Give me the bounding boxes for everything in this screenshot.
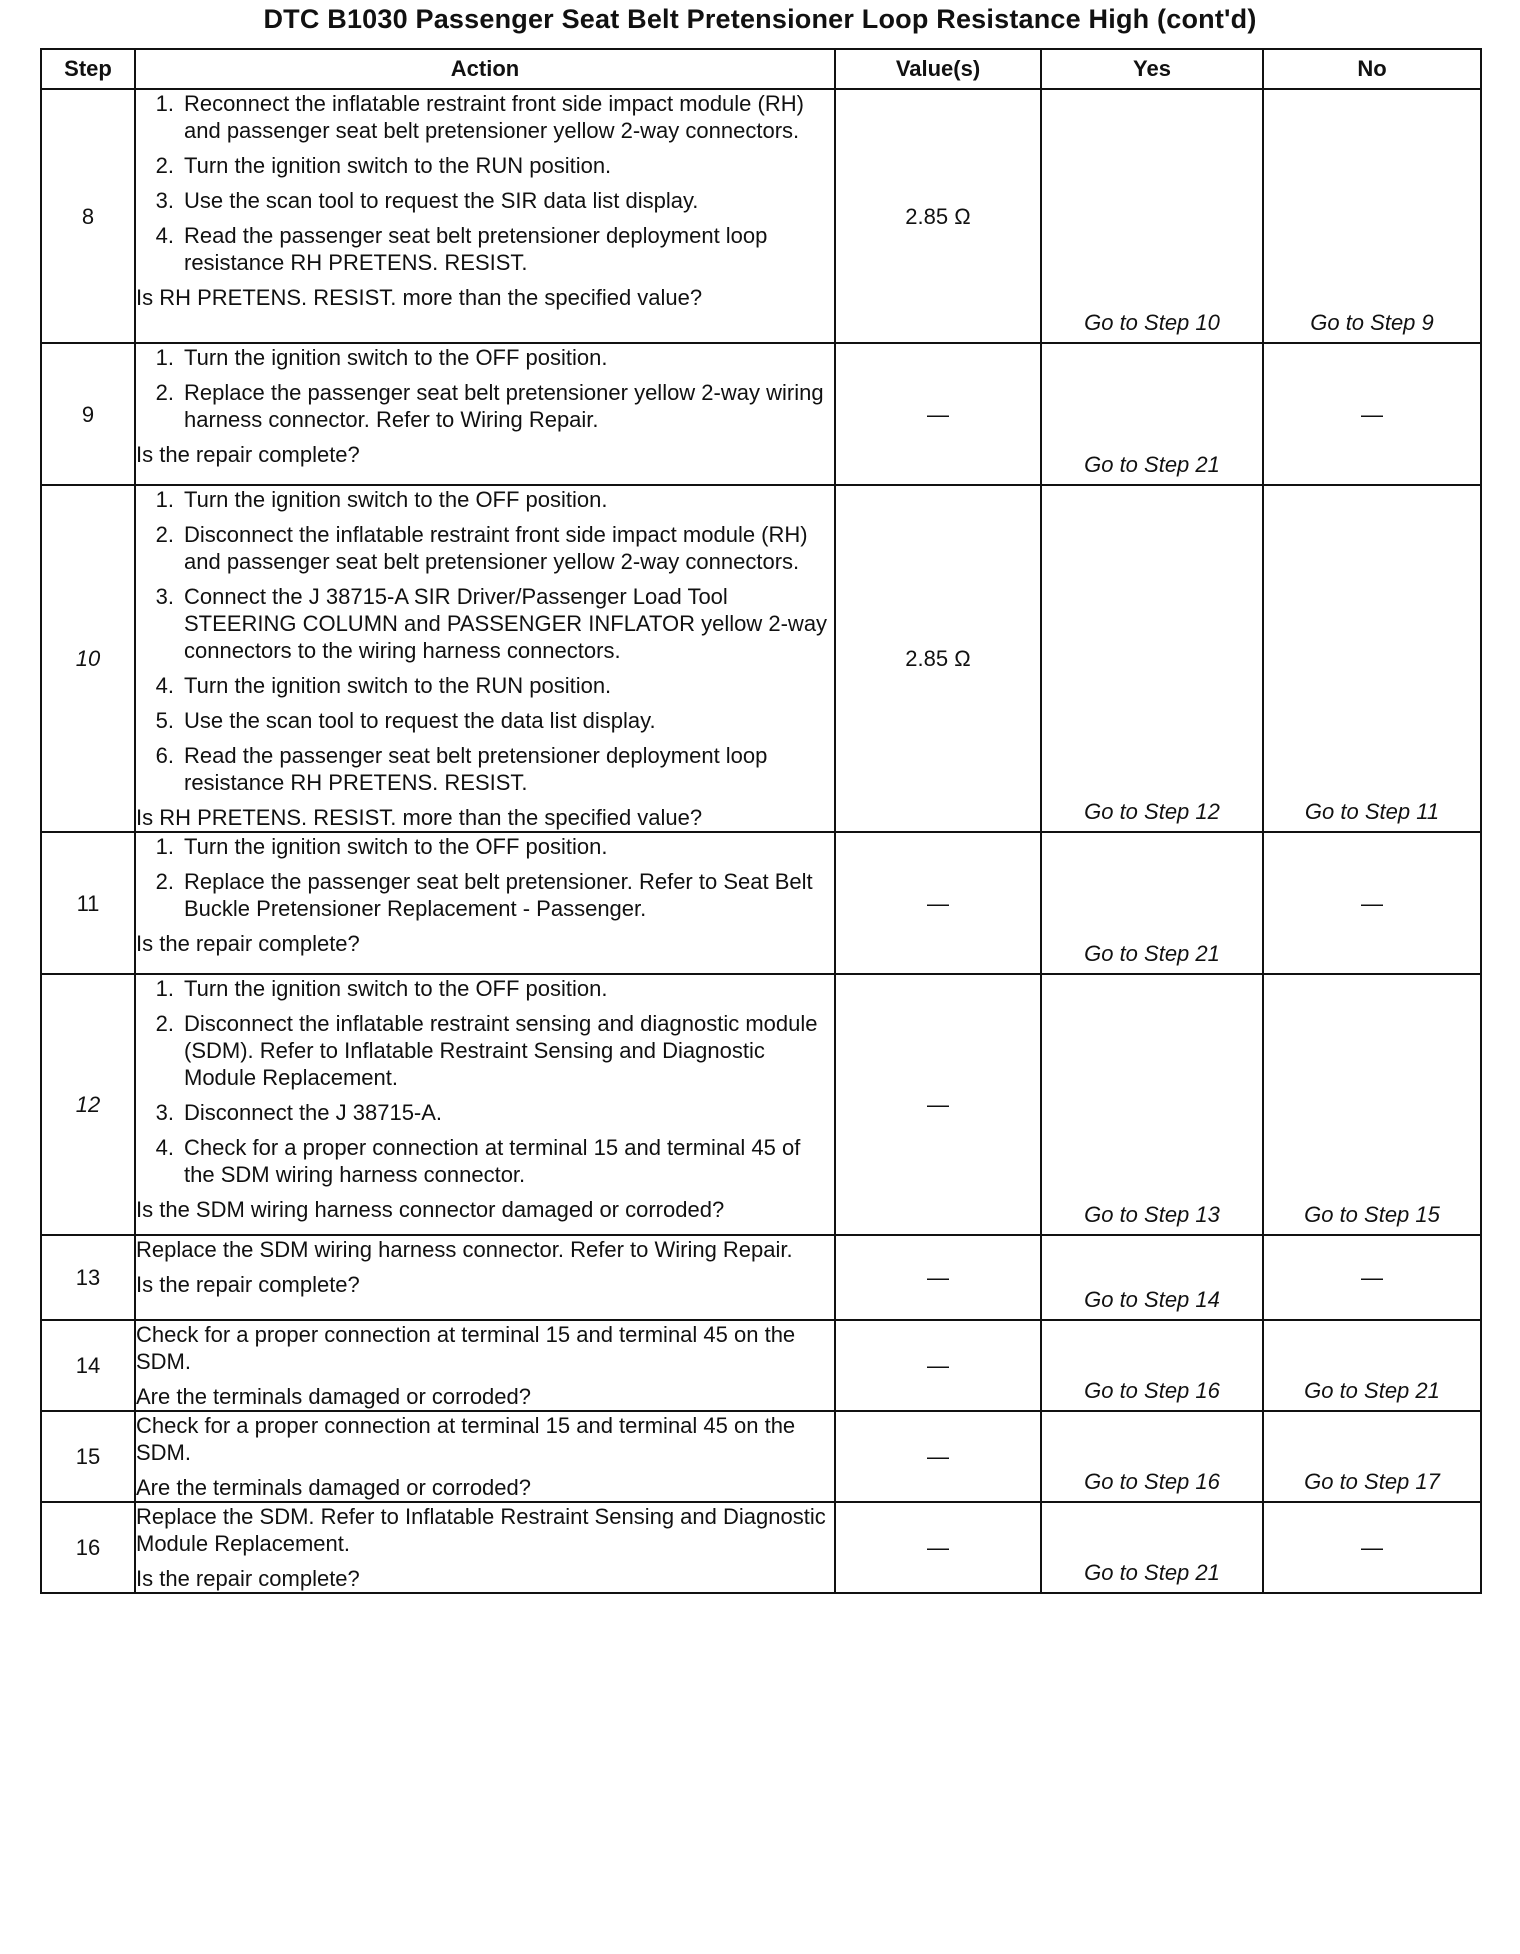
- yes-cell: Go to Step 21: [1041, 1502, 1263, 1593]
- yes-cell: Go to Step 16: [1041, 1411, 1263, 1502]
- action-step: 2. Disconnect the inflatable restraint front side impact module (RH) and passenger seat belt pretensioner yellow 2-way connectors.: [155, 522, 808, 574]
- action-step: 4. Check for a proper connection at terminal 15 and terminal 45 of the SDM wiring harness connector.: [155, 1135, 801, 1187]
- table-row: [41, 1320, 1481, 1411]
- step-number: 10: [41, 485, 135, 832]
- value-cell: —: [835, 1320, 1041, 1411]
- no-cell: —: [1263, 343, 1481, 485]
- action-step: 4. Read the passenger seat belt pretensioner deployment loop resistance RH PRETENS. RESIST.: [155, 223, 768, 275]
- action-cell: [135, 1502, 835, 1593]
- table-row: [41, 1235, 1481, 1320]
- action-cell: [135, 832, 835, 974]
- yes-cell: Go to Step 21: [1041, 343, 1263, 485]
- action-steps: [136, 90, 834, 276]
- action-question: Is RH PRETENS. RESIST. more than the specified value?: [136, 285, 703, 310]
- table-row: [41, 1502, 1481, 1593]
- action-step: 5. Use the scan tool to request the data list display.: [155, 708, 656, 733]
- step-number: 12: [41, 974, 135, 1235]
- yes-cell: Go to Step 10: [1041, 89, 1263, 343]
- no-cell: Go to Step 9: [1263, 89, 1481, 343]
- header-yes: Yes: [1041, 49, 1263, 89]
- table-row: [41, 1411, 1481, 1502]
- step-number: 11: [41, 832, 135, 974]
- no-cell: —: [1263, 1502, 1481, 1593]
- action-cell: [135, 89, 835, 343]
- action-steps: [136, 975, 834, 1188]
- no-cell: —: [1263, 832, 1481, 974]
- header-values: Value(s): [835, 49, 1041, 89]
- action-text: Replace the SDM. Refer to Inflatable Restraint Sensing and Diagnostic Module Replacement.: [136, 1504, 826, 1556]
- value-cell: —: [835, 1502, 1041, 1593]
- action-text: Check for a proper connection at terminal 15 and terminal 45 on the SDM.: [136, 1413, 796, 1465]
- yes-cell: Go to Step 13: [1041, 974, 1263, 1235]
- yes-cell: Go to Step 14: [1041, 1235, 1263, 1320]
- table-header-row: [41, 49, 1481, 89]
- value-cell: 2.85 Ω: [835, 89, 1041, 343]
- action-question: Are the terminals damaged or corroded?: [136, 1475, 531, 1500]
- value-cell: —: [835, 1235, 1041, 1320]
- action-question: Is the repair complete?: [136, 1566, 360, 1591]
- action-cell: [135, 1411, 835, 1502]
- value-cell: 2.85 Ω: [835, 485, 1041, 832]
- page-title: DTC B1030 Passenger Seat Belt Pretensioner Loop Resistance High (cont'd): [263, 4, 1257, 34]
- action-question: Is the repair complete?: [136, 931, 360, 956]
- action-step: 4. Turn the ignition switch to the RUN position.: [155, 673, 612, 698]
- header-no: No: [1263, 49, 1481, 89]
- action-steps: [136, 833, 834, 922]
- action-step: 2. Turn the ignition switch to the RUN position.: [155, 153, 612, 178]
- header-action: Action: [135, 49, 835, 89]
- action-question: Is the SDM wiring harness connector damaged or corroded?: [136, 1197, 725, 1222]
- action-question: Is the repair complete?: [136, 442, 360, 467]
- no-cell: Go to Step 17: [1263, 1411, 1481, 1502]
- action-text: Replace the SDM wiring harness connector. Refer to Wiring Repair.: [136, 1237, 793, 1262]
- table-row: [41, 89, 1481, 343]
- action-cell: [135, 485, 835, 832]
- action-cell: [135, 343, 835, 485]
- step-number: 16: [41, 1502, 135, 1593]
- value-cell: —: [835, 343, 1041, 485]
- action-step: 1. Reconnect the inflatable restraint front side impact module (RH) and passenger seat belt pretensioner yellow 2-way connectors.: [155, 91, 804, 143]
- no-cell: Go to Step 11: [1263, 485, 1481, 832]
- yes-cell: Go to Step 12: [1041, 485, 1263, 832]
- step-number: 8: [41, 89, 135, 343]
- diagnostic-table: [40, 48, 1482, 1594]
- no-cell: —: [1263, 1235, 1481, 1320]
- action-cell: [135, 974, 835, 1235]
- step-number: 15: [41, 1411, 135, 1502]
- action-step: 1. Turn the ignition switch to the OFF position.: [155, 345, 608, 370]
- yes-cell: Go to Step 21: [1041, 832, 1263, 974]
- action-question: Is RH PRETENS. RESIST. more than the specified value?: [136, 805, 703, 830]
- no-cell: Go to Step 21: [1263, 1320, 1481, 1411]
- action-cell: [135, 1320, 835, 1411]
- table-row: [41, 974, 1481, 1235]
- action-text: Check for a proper connection at terminal 15 and terminal 45 on the SDM.: [136, 1322, 796, 1374]
- action-step: 3. Connect the J 38715-A SIR Driver/Passenger Load Tool STEERING COLUMN and PASSENGER INFLATOR yellow 2-way connectors to the wiring harness connectors.: [155, 584, 828, 663]
- yes-cell: Go to Step 16: [1041, 1320, 1263, 1411]
- action-steps: [136, 486, 834, 796]
- header-step: Step: [41, 49, 135, 89]
- action-step: 2. Replace the passenger seat belt pretensioner. Refer to Seat Belt Buckle Pretensioner Replacement - Passenger.: [155, 869, 813, 921]
- value-cell: —: [835, 1411, 1041, 1502]
- table-row: [41, 485, 1481, 832]
- value-cell: —: [835, 832, 1041, 974]
- action-step: 2. Disconnect the inflatable restraint sensing and diagnostic module (SDM). Refer to Inflatable Restraint Sensing and Diagnostic Module Replacement.: [155, 1011, 818, 1090]
- no-cell: Go to Step 15: [1263, 974, 1481, 1235]
- action-step: 1. Turn the ignition switch to the OFF position.: [155, 834, 608, 859]
- action-steps: [136, 344, 834, 433]
- table-row: [41, 343, 1481, 485]
- step-number: 9: [41, 343, 135, 485]
- action-step: 1. Turn the ignition switch to the OFF position.: [155, 487, 608, 512]
- action-cell: [135, 1235, 835, 1320]
- action-step: 1. Turn the ignition switch to the OFF position.: [155, 976, 608, 1001]
- action-step: 6. Read the passenger seat belt pretensioner deployment loop resistance RH PRETENS. RESIST.: [155, 743, 768, 795]
- action-step: 3. Use the scan tool to request the SIR data list display.: [155, 188, 699, 213]
- action-question: Are the terminals damaged or corroded?: [136, 1384, 531, 1409]
- value-cell: —: [835, 974, 1041, 1235]
- action-question: Is the repair complete?: [136, 1272, 360, 1297]
- action-step: 2. Replace the passenger seat belt pretensioner yellow 2-way wiring harness connector. Refer to Wiring Repair.: [155, 380, 824, 432]
- step-number: 14: [41, 1320, 135, 1411]
- table-row: [41, 832, 1481, 974]
- step-number: 13: [41, 1235, 135, 1320]
- action-step: 3. Disconnect the J 38715-A.: [155, 1100, 443, 1125]
